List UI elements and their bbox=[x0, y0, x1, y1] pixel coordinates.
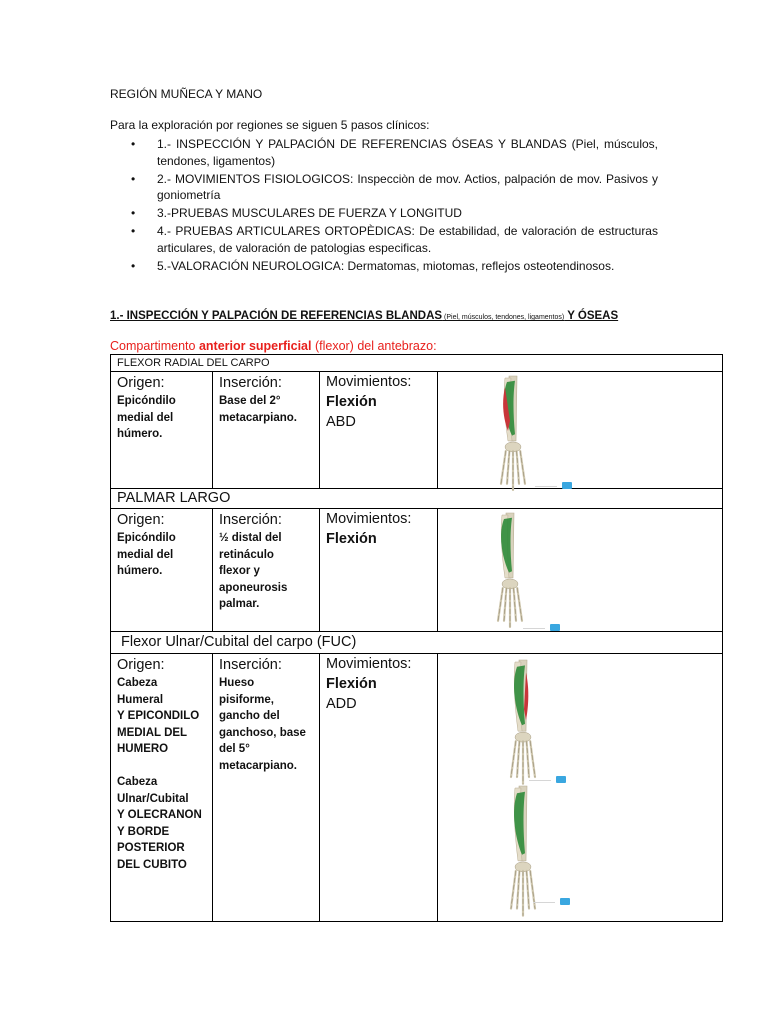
forearm-arm-icon bbox=[483, 374, 543, 502]
movement-value: Flexión bbox=[326, 394, 377, 410]
origin-cell-line: Cabeza bbox=[117, 677, 158, 689]
image-expand-icon bbox=[562, 482, 572, 489]
origin-cell-line bbox=[117, 758, 206, 775]
origin-cell bbox=[111, 509, 213, 632]
origin-cell-line: Humeral bbox=[117, 693, 164, 706]
page-title: REGIÓN MUÑECA Y MANO bbox=[110, 87, 263, 101]
image-credit-line bbox=[523, 628, 545, 629]
origin-cell-line: Ulnar/Cubital bbox=[117, 792, 189, 805]
movement-label: Movimientos: bbox=[326, 374, 412, 390]
insertion-cell-line: palmar. bbox=[219, 598, 260, 610]
step-title: 1.- INSPECCIÓN Y PALPACIÓN DE REFERENCIAS ÓSEAS Y BLANDAS bbox=[157, 137, 567, 151]
image-credit-line bbox=[529, 780, 551, 781]
bullet-icon: • bbox=[131, 206, 136, 220]
origin-cell-line: POSTERIOR bbox=[117, 842, 185, 854]
origin-cell-line: medial del bbox=[117, 411, 174, 424]
origin-cell bbox=[111, 654, 213, 922]
insertion-cell-line: Base del 2° bbox=[219, 395, 281, 407]
step-title: 4.- PRUEBAS ARTICULARES ORTOPÈDICAS: bbox=[157, 224, 415, 238]
forearm-arm-icon bbox=[493, 784, 553, 928]
origin-cell-line: MEDIAL DEL bbox=[117, 726, 188, 739]
origin-cell-line: Y EPICONDILO bbox=[117, 710, 200, 722]
insertion-cell bbox=[213, 654, 320, 922]
origin-cell-line: medial del bbox=[117, 548, 174, 561]
origin-cell-line: DEL CUBITO bbox=[117, 858, 187, 871]
compartment-a: Compartimento bbox=[110, 339, 199, 353]
origin-cell-line: Y OLECRANON bbox=[117, 809, 202, 821]
image-credit-line bbox=[535, 486, 557, 487]
insertion-cell bbox=[213, 509, 320, 632]
bullet-icon: • bbox=[131, 171, 136, 186]
intro-text: Para la exploración por regiones se siguen 5 pasos clínicos: bbox=[110, 118, 430, 132]
origin-cell-line: húmero. bbox=[117, 428, 163, 440]
insertion-cell-label: Inserción: bbox=[219, 512, 282, 528]
insertion-cell-line: aponeurosis bbox=[219, 581, 288, 594]
insertion-cell-line: del 5° bbox=[219, 743, 250, 755]
image-expand-icon bbox=[550, 624, 560, 631]
movement-cell bbox=[320, 509, 438, 632]
image-expand-icon bbox=[560, 898, 570, 905]
step-title: 5.-VALORACIÓN NEUROLOGICA: bbox=[157, 258, 345, 273]
origin-cell-label: Origen: bbox=[117, 512, 165, 528]
insertion-cell-line: gancho del bbox=[219, 710, 280, 722]
forearm-illustration bbox=[438, 509, 722, 631]
muscle-name: PALMAR LARGO bbox=[111, 489, 723, 509]
bullet-icon: • bbox=[131, 137, 136, 151]
step-item bbox=[110, 171, 658, 204]
movement-cell bbox=[320, 654, 438, 922]
forearm-illustration bbox=[438, 654, 722, 921]
steps-list bbox=[110, 136, 658, 276]
step-item bbox=[110, 258, 658, 275]
muscle-name: FLEXOR RADIAL DEL CARPO bbox=[111, 355, 723, 372]
movement-value: Flexión bbox=[326, 676, 377, 692]
forearm-illustration bbox=[438, 372, 722, 488]
compartment-c: (flexor) del antebrazo: bbox=[311, 339, 437, 353]
insertion-cell-line: pisiforme, bbox=[219, 693, 274, 706]
step-item bbox=[110, 136, 658, 169]
compartment-b: anterior superficial bbox=[198, 339, 312, 353]
muscle-table bbox=[110, 354, 723, 922]
insertion-cell-line: ½ distal del bbox=[219, 532, 282, 544]
anatomy-image-cell bbox=[438, 654, 723, 922]
origin-cell-line: Cabeza bbox=[117, 776, 158, 788]
compartment-title bbox=[110, 339, 437, 353]
movement-cell bbox=[320, 372, 438, 489]
image-credit-line bbox=[533, 902, 555, 903]
bullet-icon: • bbox=[131, 258, 136, 273]
anatomy-image-cell bbox=[438, 372, 723, 489]
origin-cell-line: Y BORDE bbox=[117, 825, 170, 838]
forearm-arm-icon bbox=[493, 658, 553, 796]
origin-cell-label: Origen: bbox=[117, 375, 165, 391]
muscle-name: Flexor Ulnar/Cubital del carpo (FUC) bbox=[111, 632, 723, 654]
insertion-cell-line: metacarpiano. bbox=[219, 759, 297, 772]
step-item bbox=[110, 223, 658, 256]
step-item bbox=[110, 205, 658, 222]
origin-cell-line: Epicóndilo bbox=[117, 395, 176, 407]
section-heading bbox=[110, 310, 618, 322]
section-heading-part1: 1.- INSPECCIÓN Y PALPACIÓN DE REFERENCIAS BLANDAS bbox=[110, 310, 443, 322]
origin-cell-line: Epicóndilo bbox=[117, 532, 176, 544]
insertion-cell-label: Inserción: bbox=[219, 657, 282, 673]
movement-label: Movimientos: bbox=[326, 511, 412, 527]
step-detail: (Piel, músculos, tendones, ligamentos) bbox=[157, 137, 658, 168]
step-title: 3.-PRUEBAS MUSCULARES DE FUERZA Y LONGITUD bbox=[157, 206, 462, 220]
movement-value: ADD bbox=[326, 696, 357, 712]
origin-cell-line: HUMERO bbox=[117, 743, 169, 755]
section-heading-part2: Y ÓSEAS bbox=[564, 310, 619, 322]
movement-value: ABD bbox=[326, 414, 356, 430]
origin-cell bbox=[111, 372, 213, 489]
forearm-arm-icon bbox=[480, 511, 540, 639]
step-detail: Dermatomas, miotomas, reflejos osteotendinosos. bbox=[344, 258, 615, 273]
movement-value: Flexión bbox=[326, 531, 377, 547]
image-expand-icon bbox=[556, 776, 566, 783]
insertion-cell-line: retináculo bbox=[219, 548, 274, 561]
origin-cell-line: húmero. bbox=[117, 565, 163, 577]
origin-cell-label: Origen: bbox=[117, 657, 165, 673]
movement-label: Movimientos: bbox=[326, 656, 412, 672]
anatomy-image-cell bbox=[438, 509, 723, 632]
insertion-cell-line: metacarpiano. bbox=[219, 411, 297, 424]
insertion-cell bbox=[213, 372, 320, 489]
insertion-cell-line: flexor y bbox=[219, 565, 260, 577]
insertion-cell-line: ganchoso, base bbox=[219, 726, 306, 739]
step-detail: Inspecciòn de mov. Actios, palpación de mov. Pasivos y goniometría bbox=[157, 171, 659, 202]
step-detail: De estabilidad, de valoración de estructuras articulares, de valoración de patologias especificas. bbox=[157, 224, 658, 255]
bullet-icon: • bbox=[131, 224, 136, 238]
step-title: 2.- MOVIMIENTOS FISIOLOGICOS: bbox=[157, 171, 354, 186]
section-heading-note: (Piel, músculos, tendones, ligamentos) bbox=[442, 314, 565, 321]
insertion-cell-label: Inserción: bbox=[219, 375, 282, 391]
insertion-cell-line: Hueso bbox=[219, 677, 255, 689]
